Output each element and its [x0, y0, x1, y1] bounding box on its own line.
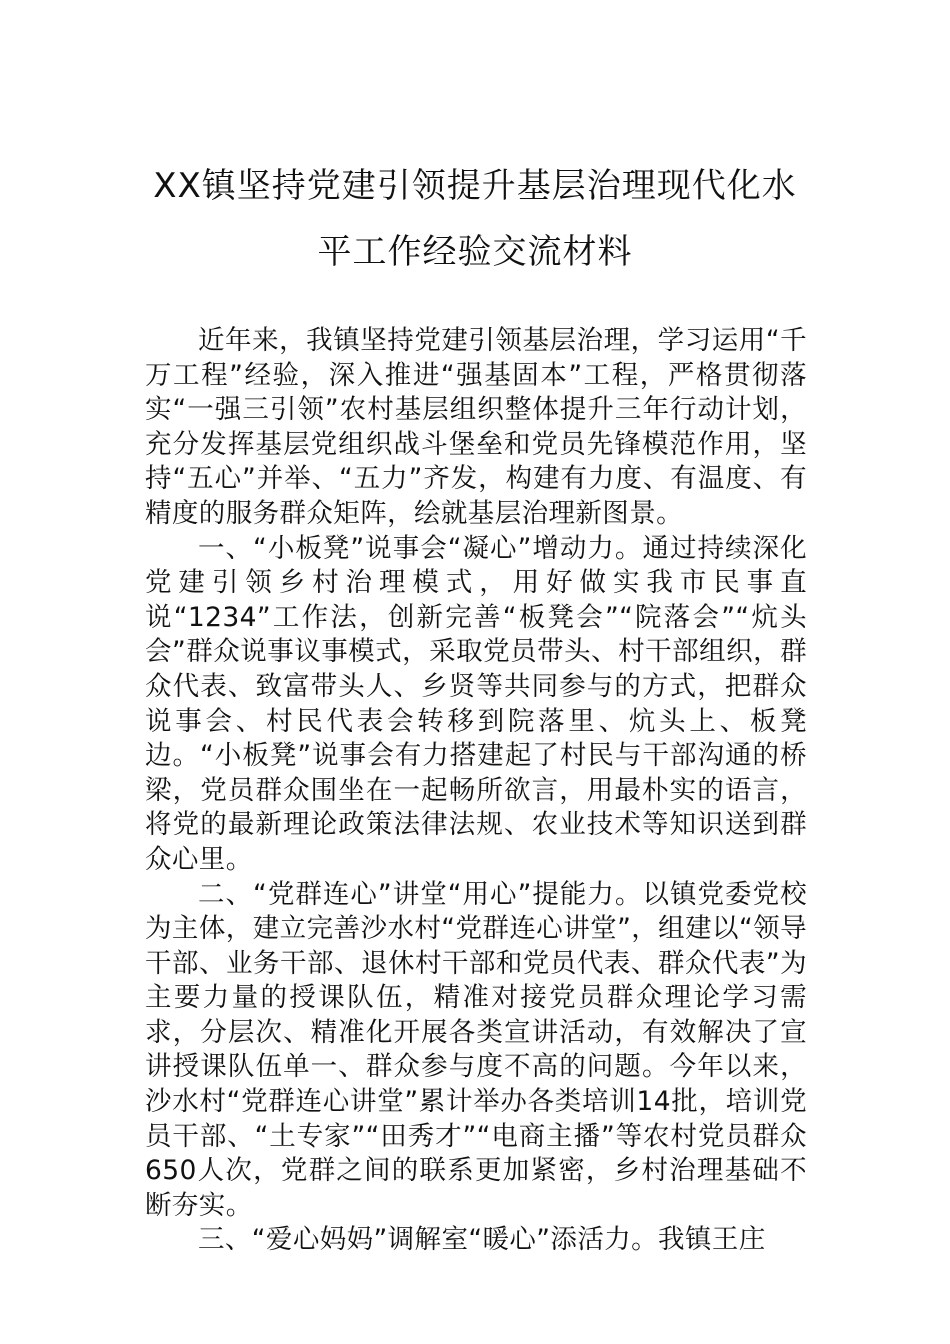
document-title — [140, 153, 810, 285]
paragraph-section-1: 一、“小板凳”说事会“凝心”增动力。通过持续深化党建引领乡村治理模式，用好做实我市民事直说“1234”工作法，创新完善“板凳会”“院落会”“炕头会”群众说事议事模式，采取党员带头、村干部组织，群众代表、致富带头人、乡贤等共同参与的方式，把群众说事会、村民代表会转移到院落里、炕头上、板凳边。“小板凳”说事会有力搭建起了村民与干部沟通的桥梁，党员群众围坐在一起畅所欲言，用最朴实的语言，将党的最新理论政策法律法规、农业技术等知识送到群众心里。 — [145, 532, 807, 875]
title-line-2: 平工作经验交流材料 — [317, 232, 633, 272]
title-line-1: XX镇坚持党建引领提升基层治理现代化水 — [153, 166, 797, 206]
document-body — [145, 324, 807, 1258]
paragraph-section-3: 三、“爱心妈妈”调解室“暖心”添活力。我镇王庄 — [198, 1224, 766, 1256]
paragraph-intro: 近年来，我镇坚持党建引领基层治理，学习运用“千万工程”经验，深入推进“强基固本”工程，严格贯彻落实“一强三引领”农村基层组织整体提升三年行动计划，充分发挥基层党组织战斗堡垒和党员先锋模范作用，坚持“五心”并举、“五力”齐发，构建有力度、有温度、有精度的服务群众矩阵，绘就基层治理新图景。 — [145, 325, 807, 529]
paragraph-section-2: 二、“党群连心”讲堂“用心”提能力。以镇党委党校为主体，建立完善沙水村“党群连心讲堂”，组建以“领导干部、业务干部、退休村干部和党员代表、群众代表”为主要力量的授课队伍，精准对接党员群众理论学习需求，分层次、精准化开展各类宣讲活动，有效解决了宣讲授课队伍单一、群众参与度不高的问题。今年以来，沙水村“党群连心讲堂”累计举办各类培训14批，培训党员干部、“土专家”“田秀才”“电商主播”等农村党员群众650人次，党群之间的联系更加紧密，乡村治理基础不断夯实。 — [145, 878, 807, 1221]
